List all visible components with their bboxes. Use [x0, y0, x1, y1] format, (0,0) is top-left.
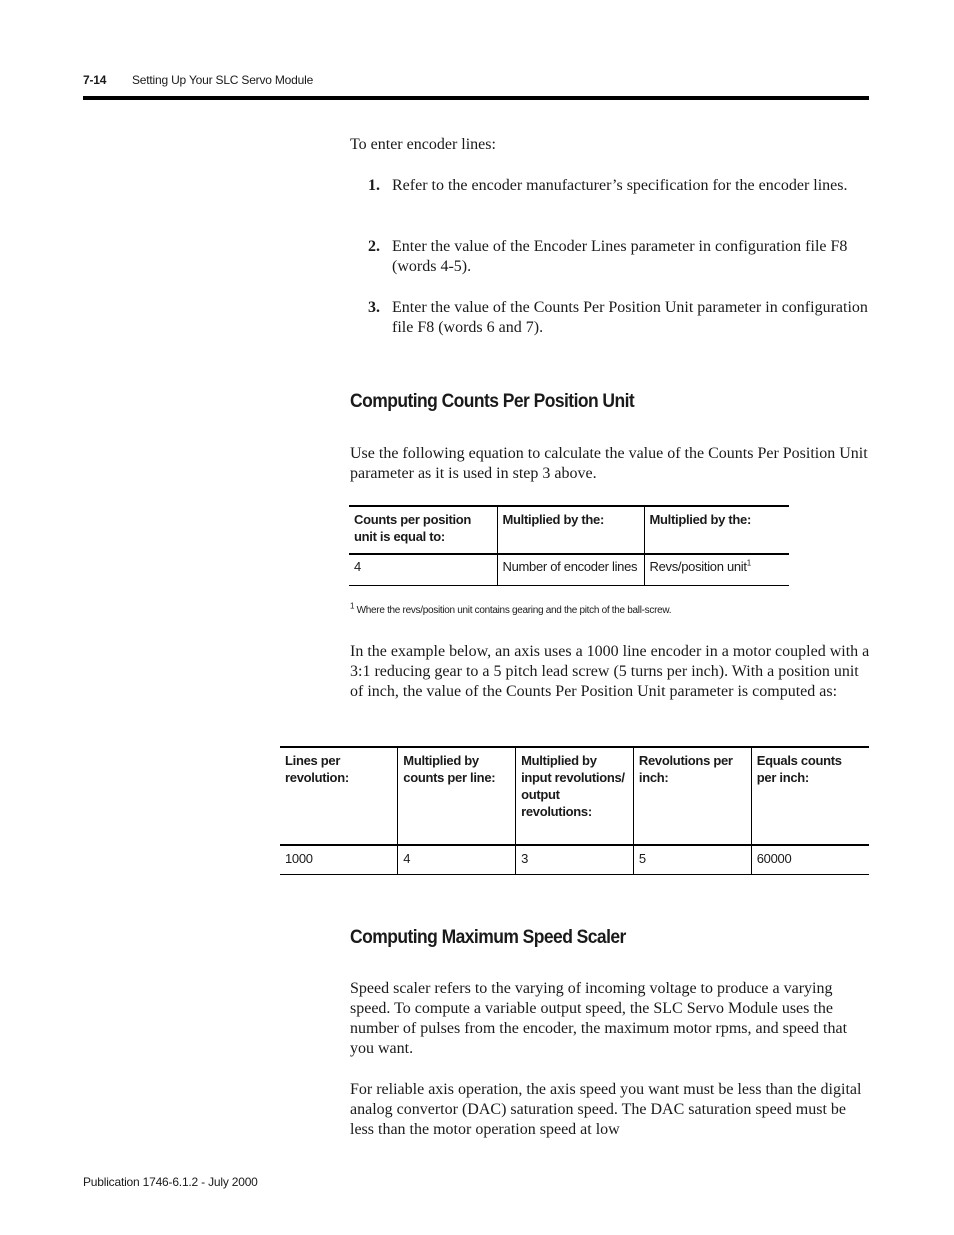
table-row [349, 554, 789, 586]
step-text: Refer to the encoder manufacturer’s specification for the encoder lines. [392, 177, 848, 194]
footnote [350, 601, 672, 616]
table-row [280, 845, 869, 875]
cell-text: Revs/position unit [649, 559, 747, 574]
step-text: Enter the value of the Counts Per Position Unit parameter in configuration file F8 (words 6 and 7). [392, 299, 868, 336]
header-rule [83, 96, 869, 100]
equation-intro: Use the following equation to calculate the value of the Counts Per Position Unit parameter as it is used in step 3 above. [350, 445, 868, 482]
table-header-cell: Multiplied by input revolutions/ output revolutions: [516, 747, 634, 845]
table-header-cell: Multiplied by the: [497, 506, 644, 554]
section-heading-counts: Computing Counts Per Position Unit [350, 391, 635, 412]
table-cell [644, 554, 789, 586]
table-header-cell: Revolutions per inch: [633, 747, 751, 845]
table-header-cell: Lines per revolution: [285, 753, 349, 785]
intro-text: To enter encoder lines: [350, 136, 496, 153]
table-header-row [280, 747, 869, 845]
footnote-text: Where the revs/position unit contains gearing and the pitch of the ball-screw. [356, 605, 672, 616]
step-1 [368, 176, 868, 196]
example-calculation-table [280, 746, 869, 875]
footnote-marker: 1 [350, 601, 355, 611]
step-number: 1. [368, 177, 380, 194]
step-number: 2. [368, 238, 380, 255]
example-paragraph: In the example below, an axis uses a 1000 line encoder in a motor coupled with a 3:1 reducing gear to a 5 pitch lead screw (5 turns per inch). With a position unit of inch, the value of the Counts Per Position Unit parameter is computed as: [350, 643, 870, 700]
running-title: Setting Up Your SLC Servo Module [132, 73, 314, 87]
counts-equation-table [349, 505, 789, 586]
table-cell: 1000 [285, 851, 313, 866]
page-number: 7-14 [83, 73, 107, 87]
section-heading-speed-scaler: Computing Maximum Speed Scaler [350, 927, 626, 948]
table-cell: 5 [633, 845, 751, 875]
step-3 [368, 298, 868, 338]
table-cell: Number of encoder lines [497, 554, 644, 586]
table-cell: 4 [354, 559, 361, 574]
table-header-cell: Multiplied by counts per line: [398, 747, 516, 845]
axis-operation-paragraph: For reliable axis operation, the axis speed you want must be less than the digital analog convertor (DAC) saturation speed. The DAC saturation speed must be less than the motor operation speed at low [350, 1081, 862, 1138]
speed-scaler-paragraph: Speed scaler refers to the varying of incoming voltage to produce a varying speed. To compute a variable output speed, the SLC Servo Module uses the number of pulses from the encoder, the maximum motor rpms, and speed that you want. [350, 980, 848, 1057]
footnote-ref: 1 [746, 558, 751, 568]
table-header-cell: Counts per position unit is equal to: [354, 512, 472, 544]
table-cell: 4 [398, 845, 516, 875]
step-text: Enter the value of the Encoder Lines parameter in configuration file F8 (words 4-5). [392, 238, 848, 275]
table-header-cell: Multiplied by the: [644, 506, 789, 554]
table-cell: 60000 [751, 845, 869, 875]
publication-footer: Publication 1746-6.1.2 - July 2000 [83, 1175, 258, 1189]
table-cell: 3 [516, 845, 634, 875]
step-2 [368, 237, 868, 277]
table-header-cell: Equals counts per inch: [751, 747, 869, 845]
table-header-row [349, 506, 789, 554]
step-number: 3. [368, 299, 380, 316]
